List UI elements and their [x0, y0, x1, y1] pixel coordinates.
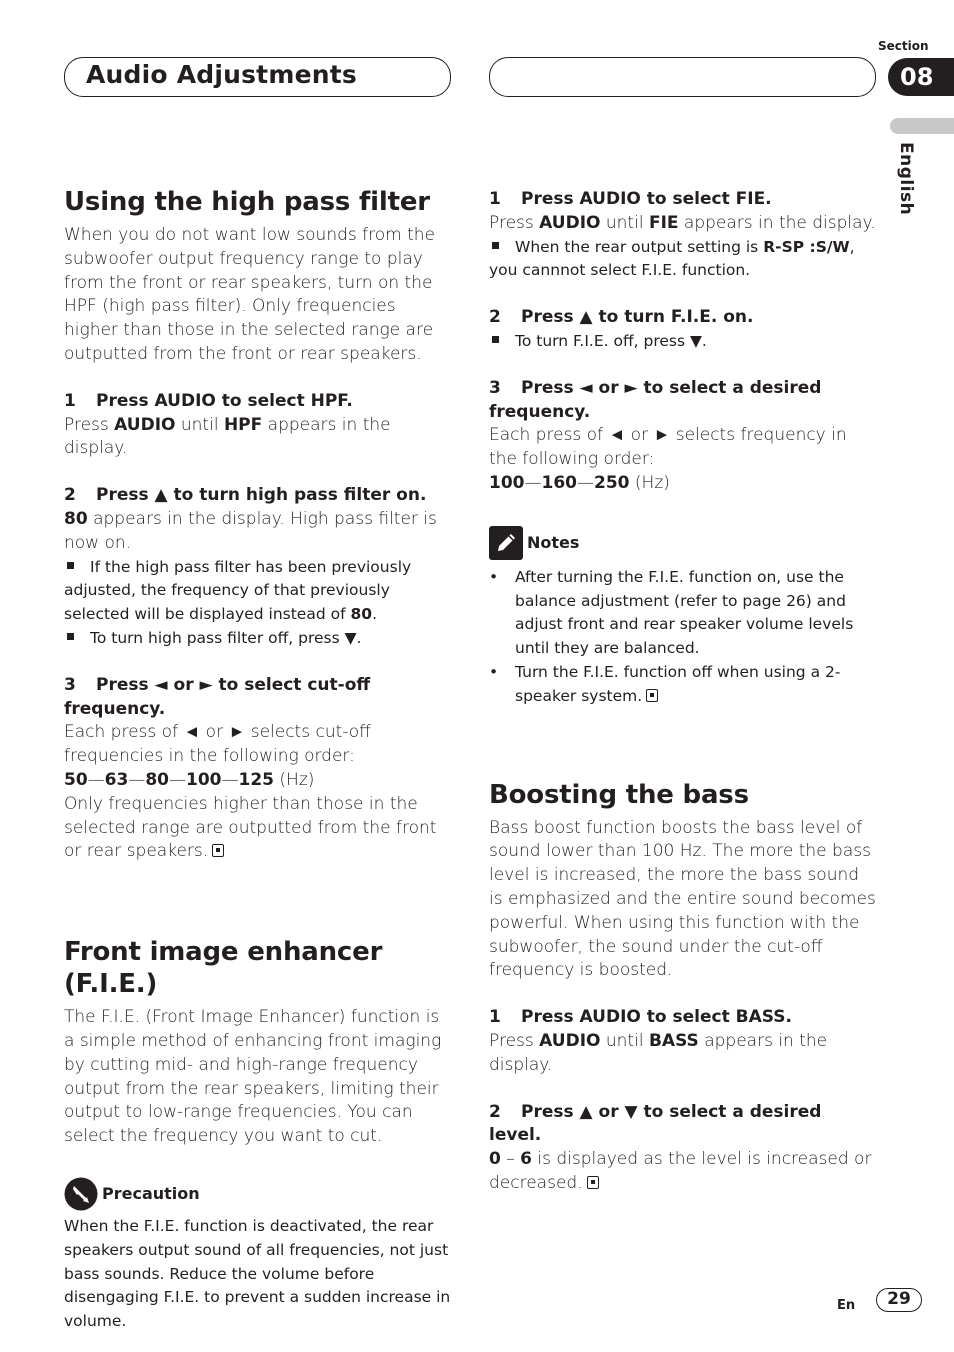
end-mark-icon — [587, 1176, 599, 1189]
hpf-step-2-text: 80 appears in the display. High pass filter is now on. — [64, 508, 437, 553]
square-bullet-icon — [492, 242, 499, 249]
fie-intro: The F.I.E. (Front Image Enhancer) function is a simple method of enhancing front imaging by cutting mid- and high-range frequency output from the rear speakers, limiting their output to low-range frequencies. You can select the frequency you want to cut. — [64, 1007, 442, 1147]
hpf-step-2-note-2: To turn high pass filter off, press ▼. — [64, 627, 452, 651]
hpf-frequency-list: 50—63—80—100—125 (Hz) — [64, 769, 315, 790]
square-bullet-icon — [67, 633, 74, 640]
fie-frequency-list: 100—160—250 (Hz) — [489, 472, 670, 493]
hpf-step-2: 2 Press ▲ to turn high pass filter on. — [64, 485, 427, 506]
fie-step-1: 1 Press AUDIO to select FIE. — [489, 189, 772, 209]
notes-header: Notes — [489, 526, 877, 560]
hpf-step-3-text: Each press of ◄ or ► selects cut-off frequencies in the following order: — [64, 722, 371, 767]
footer-language-code: En — [837, 1298, 856, 1313]
fie-step-1-note: When the rear output setting is R-SP :S/W, you cannnot select F.I.E. function. — [489, 237, 855, 280]
language-tab — [890, 118, 954, 134]
left-column — [64, 186, 452, 1334]
note-item-1: • After turning the F.I.E. function on, use the balance adjustment (refer to page 26) and adjust front and rear speaker volume levels until they are balanced. — [489, 567, 854, 658]
end-mark-icon — [646, 689, 658, 702]
page-number: 29 — [876, 1288, 922, 1312]
end-mark-icon — [212, 844, 224, 857]
precaution-header: Precaution — [64, 1177, 452, 1211]
precaution-text: When the F.I.E. function is deactivated, the rear speakers output sound of all frequencies, not just bass sounds. Reduce the volume before disengaging F.I.E. to prevent a sudden increase in volume. — [64, 1216, 451, 1331]
chapter-title: Audio Adjustments — [86, 60, 357, 89]
hpf-step-3: 3 Press ◄ or ► to select cut-off frequency. — [64, 674, 371, 719]
fie-step-1-text: Press AUDIO until FIE appears in the display. — [489, 212, 876, 233]
language-label: English — [896, 142, 916, 216]
square-bullet-icon — [67, 562, 74, 569]
bass-step-1: 1 Press AUDIO to select BASS. — [489, 1007, 792, 1028]
hpf-step-1-text: Press AUDIO until HPF appears in the display. — [64, 414, 391, 459]
hpf-step-1: 1 Press AUDIO to select HPF. — [64, 390, 353, 411]
fie-step-2: 2 Press ▲ to turn F.I.E. on. — [489, 307, 754, 328]
section-label: Section — [878, 39, 929, 53]
bass-step-2: 2 Press ▲ or ▼ to select a desired level. — [489, 1101, 822, 1146]
fie-step-2-note: To turn F.I.E. off, press ▼. — [489, 330, 877, 354]
section-number-badge: 08 — [888, 58, 954, 96]
hpf-intro: When you do not want low sounds from the subwoofer output frequency range to play from the front or rear speakers, turn on the HPF (high pass filter). Only frequencies higher than those in the selected range are outputted from the front or rear speakers. — [64, 225, 436, 364]
bass-step-2-text: 0 – 6 is displayed as the level is increased or decreased. — [489, 1149, 872, 1193]
header-blank-pill — [489, 57, 876, 97]
note-item-2: • Turn the F.I.E. function off when using a 2-speaker system. — [489, 662, 841, 705]
bass-intro: Bass boost function boosts the bass level of sound lower than 100 Hz. The more the bass level is increased, the more the bass sound is emphasized and the entire sound becomes powerful. When using this function with the subwoofer, the sound under the cut-off frequency is boosted. — [489, 817, 876, 981]
hpf-step-3-after: Only frequencies higher than those in the selected range are outputted from the front or rear speakers. — [64, 793, 437, 862]
precaution-icon — [64, 1177, 98, 1211]
bass-heading: Boosting the bass — [489, 779, 749, 810]
notes-pencil-icon — [489, 526, 523, 560]
fie-step-3-text: Each press of ◄ or ► selects frequency in the following order: — [489, 425, 847, 470]
right-column — [489, 188, 877, 1196]
fie-heading: Front image enhancer (F.I.E.) — [64, 937, 383, 1000]
hpf-heading: Using the high pass filter — [64, 187, 430, 217]
hpf-step-2-note-1: If the high pass filter has been previously adjusted, the frequency of that previously selected will be displayed instead of 80. — [64, 557, 412, 624]
square-bullet-icon — [492, 336, 499, 343]
bass-step-1-text: Press AUDIO until BASS appears in the display. — [489, 1030, 828, 1075]
fie-step-3: 3 Press ◄ or ► to select a desired frequency. — [489, 377, 822, 422]
